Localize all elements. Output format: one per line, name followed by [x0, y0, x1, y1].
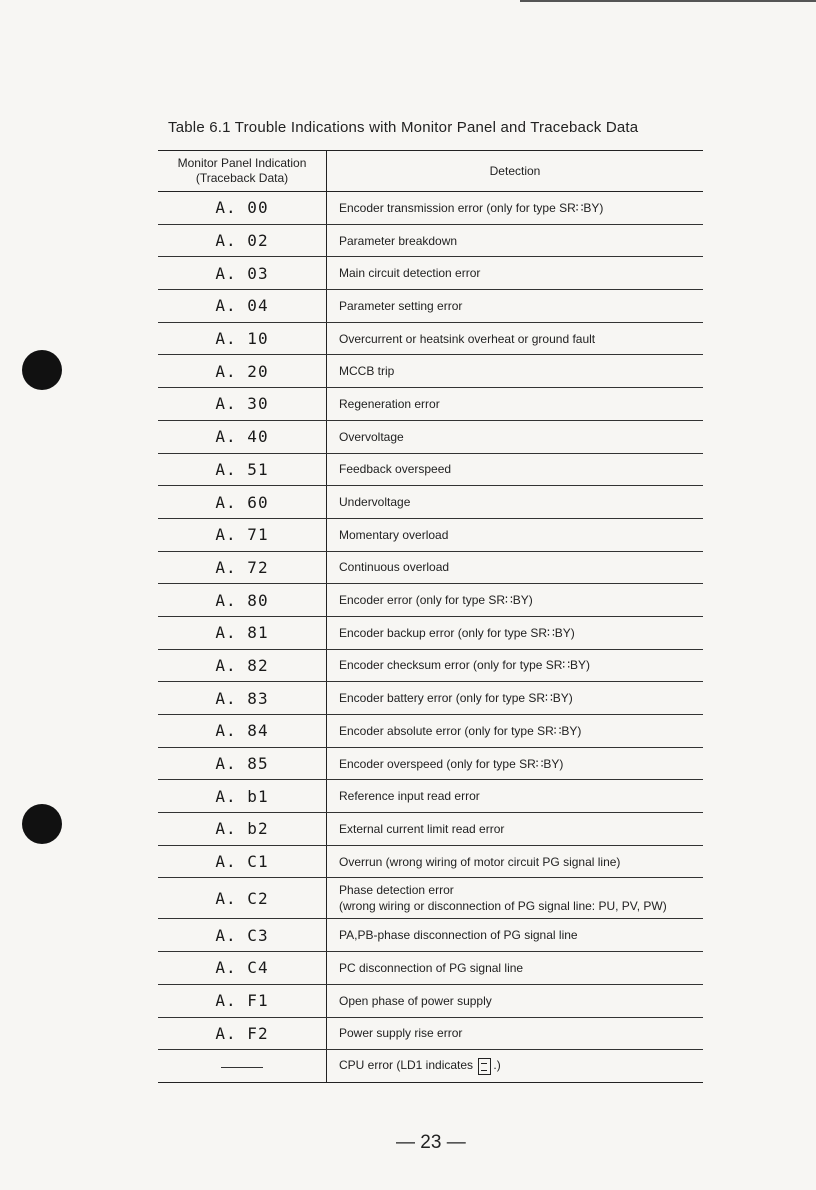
indication-code: A. 72 [158, 551, 327, 584]
table-row [158, 388, 703, 421]
detection-text: Open phase of power supply [327, 984, 704, 1017]
punch-hole-bottom [22, 804, 62, 844]
indication-code: A. 20 [158, 355, 327, 388]
indication-code: A. 04 [158, 290, 327, 323]
detection-text: Power supply rise error [327, 1017, 704, 1050]
scan-edge-line [520, 0, 816, 2]
indication-code: A. 51 [158, 453, 327, 486]
table-row [158, 257, 703, 290]
detection-line1: Phase detection error [339, 883, 454, 898]
table-row [158, 845, 703, 878]
header-detection: Detection [489, 164, 541, 178]
table-row [158, 952, 703, 985]
indication-code: A. 03 [158, 257, 327, 290]
detection-text: Encoder transmission error (only for type SR∷BY) [327, 192, 704, 225]
detection-text [327, 1050, 704, 1083]
cpu-error-suffix: .) [493, 1058, 501, 1073]
table-row [158, 584, 703, 617]
table-row [158, 224, 703, 257]
table-caption: Table 6.1 Trouble Indications with Monitor Panel and Traceback Data [168, 119, 639, 136]
detection-text: Regeneration error [327, 388, 704, 421]
table-row [158, 747, 703, 780]
indication-code: A. 84 [158, 715, 327, 748]
ld1-display-icon [478, 1058, 491, 1075]
detection-text: MCCB trip [327, 355, 704, 388]
detection-text: Encoder overspeed (only for type SR∷BY) [327, 747, 704, 780]
detection-text: Feedback overspeed [327, 453, 704, 486]
table-row [158, 616, 703, 649]
table-row-cpu-error [158, 1050, 703, 1083]
table-row [158, 780, 703, 813]
indication-code: A. 60 [158, 486, 327, 519]
detection-text: Continuous overload [327, 551, 704, 584]
page-number: — 23 — [396, 1132, 466, 1153]
detection-text: PC disconnection of PG signal line [327, 952, 704, 985]
indication-code: A. C4 [158, 952, 327, 985]
table-row [158, 355, 703, 388]
header-monitor-panel [158, 151, 327, 192]
table-row [158, 813, 703, 846]
detection-text: Reference input read error [327, 780, 704, 813]
table-row [158, 984, 703, 1017]
table-row [158, 290, 703, 323]
table-row [158, 420, 703, 453]
indication-code: A. C3 [158, 919, 327, 952]
dash-line [221, 1067, 263, 1068]
indication-code: A. b2 [158, 813, 327, 846]
table-row [158, 486, 703, 519]
detection-text: External current limit read error [327, 813, 704, 846]
indication-code: A. 80 [158, 584, 327, 617]
punch-hole-top [22, 350, 62, 390]
indication-code: A. 83 [158, 682, 327, 715]
detection-text: Parameter setting error [327, 290, 704, 323]
indication-code: A. C2 [158, 878, 327, 919]
detection-text: PA,PB-phase disconnection of PG signal line [327, 919, 704, 952]
detection-text: Encoder absolute error (only for type SR∷BY) [327, 715, 704, 748]
trouble-indications-table [158, 150, 703, 1083]
detection-line2: (wrong wiring or disconnection of PG signal line: PU, PV, PW) [339, 899, 667, 914]
indication-code: A. 30 [158, 388, 327, 421]
detection-text: Encoder error (only for type SR∷BY) [327, 584, 704, 617]
table-row [158, 551, 703, 584]
detection-text [327, 878, 704, 919]
table-row [158, 715, 703, 748]
detection-text: Overvoltage [327, 420, 704, 453]
detection-text: Undervoltage [327, 486, 704, 519]
header-col1-line2: (Traceback Data) [195, 171, 289, 185]
detection-text: Overrun (wrong wiring of motor circuit PG signal line) [327, 845, 704, 878]
table-row [158, 682, 703, 715]
table-row [158, 919, 703, 952]
header-col1-line1: Monitor Panel Indication [177, 156, 307, 170]
indication-code: A. 85 [158, 747, 327, 780]
table-row [158, 1017, 703, 1050]
detection-text: Main circuit detection error [327, 257, 704, 290]
table-row [158, 453, 703, 486]
table-row [158, 322, 703, 355]
cpu-error-text: CPU error (LD1 indicates [339, 1058, 474, 1073]
indication-code: A. C1 [158, 845, 327, 878]
detection-text: Parameter breakdown [327, 224, 704, 257]
indication-code: A. 82 [158, 649, 327, 682]
no-indication-dash [158, 1050, 327, 1083]
detection-text: Overcurrent or heatsink overheat or ground fault [327, 322, 704, 355]
detection-text: Encoder backup error (only for type SR∷BY) [327, 616, 704, 649]
table-row [158, 192, 703, 225]
detection-text: Momentary overload [327, 518, 704, 551]
table-row [158, 518, 703, 551]
detection-text: Encoder checksum error (only for type SR∷BY) [327, 649, 704, 682]
indication-code: A. 00 [158, 192, 327, 225]
indication-code: A. 40 [158, 420, 327, 453]
table-row [158, 649, 703, 682]
indication-code: A. 10 [158, 322, 327, 355]
indication-code: A. 71 [158, 518, 327, 551]
indication-code: A. 81 [158, 616, 327, 649]
table-row [158, 878, 703, 919]
detection-text: Encoder battery error (only for type SR∷BY) [327, 682, 704, 715]
indication-code: A. F1 [158, 984, 327, 1017]
indication-code: A. b1 [158, 780, 327, 813]
indication-code: A. 02 [158, 224, 327, 257]
table-header-row [158, 151, 703, 192]
indication-code: A. F2 [158, 1017, 327, 1050]
